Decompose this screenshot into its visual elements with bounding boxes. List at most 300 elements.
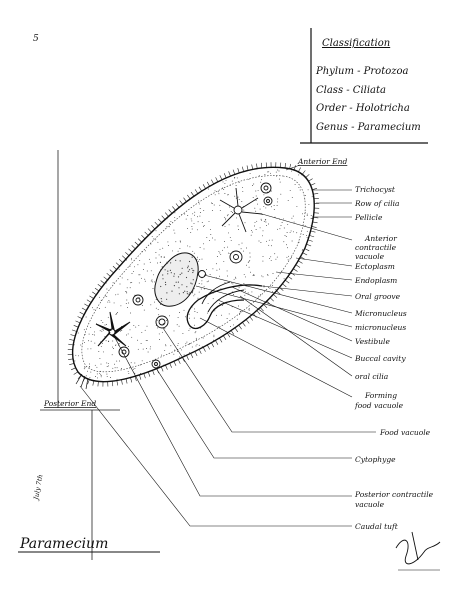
stipple-dot: [156, 258, 157, 259]
micronucleus: [199, 271, 206, 278]
macronucleus-dot: [171, 272, 172, 273]
stipple-dot: [298, 187, 299, 188]
cilium: [165, 365, 167, 370]
stipple-dot: [174, 233, 175, 234]
stipple-dot: [219, 269, 220, 270]
stipple-dot: [144, 310, 145, 311]
stipple-dot: [209, 221, 210, 222]
stipple-dot: [308, 204, 309, 205]
stipple-dot: [158, 314, 159, 315]
stipple-dot: [90, 348, 91, 349]
cilium: [233, 170, 235, 175]
stipple-dot: [130, 287, 131, 288]
macronucleus-dot: [186, 277, 187, 278]
stipple-dot: [155, 252, 156, 253]
label-forming-fv-2: food vacuole: [355, 401, 404, 410]
stipple-dot: [301, 254, 302, 255]
stipple-dot: [269, 258, 270, 259]
stipple-dot: [157, 320, 158, 321]
stipple-dot: [267, 171, 268, 172]
stipple-dot: [232, 181, 233, 182]
stipple-dot: [141, 332, 142, 333]
stipple-dot: [148, 352, 149, 353]
cilium: [161, 367, 163, 372]
stipple-dot: [108, 365, 109, 366]
stipple-dot: [290, 232, 291, 233]
stipple-dot: [214, 310, 215, 311]
stipple-dot: [287, 224, 288, 225]
stipple-dot: [304, 199, 305, 200]
stipple-dot: [236, 185, 237, 186]
macronucleus-dot: [166, 292, 167, 293]
stipple-dot: [197, 259, 198, 260]
stipple-dot: [305, 195, 306, 196]
cilium: [71, 368, 76, 370]
cilium: [216, 177, 218, 181]
stipple-dot: [207, 281, 208, 282]
stipple-dot: [224, 183, 225, 184]
stipple-dot: [103, 351, 104, 352]
stipple-dot: [106, 362, 107, 363]
stipple-dot: [170, 221, 171, 222]
stipple-dot: [174, 217, 175, 218]
stipple-dot: [155, 239, 156, 240]
stipple-dot: [227, 194, 228, 195]
stipple-dot: [206, 269, 207, 270]
anterior-contractile-vacuole: [220, 188, 262, 232]
stipple-dot: [139, 282, 140, 283]
stipple-dot: [240, 311, 241, 312]
stipple-dot: [312, 218, 313, 219]
cilium: [165, 213, 168, 217]
stipple-dot: [277, 201, 278, 202]
stipple-dot: [150, 304, 151, 305]
stipple-dot: [102, 322, 103, 323]
stipple-dot: [126, 300, 127, 301]
macronucleus-dot: [192, 290, 193, 291]
stipple-dot: [256, 221, 257, 222]
stipple-dot: [282, 222, 283, 223]
cilium: [261, 163, 262, 168]
stipple-dot: [256, 310, 257, 311]
stipple-dot: [198, 261, 199, 262]
stipple-dot: [243, 251, 244, 252]
stipple-dot: [208, 189, 209, 190]
cilium: [238, 168, 240, 173]
stipple-dot: [256, 196, 257, 197]
stipple-dot: [225, 218, 226, 219]
stipple-dot: [194, 223, 195, 224]
stipple-dot: [134, 266, 135, 267]
cilium: [153, 370, 155, 375]
stipple-dot: [153, 238, 154, 239]
stipple-dot: [198, 298, 199, 299]
stipple-dot: [238, 306, 239, 307]
label-macronucleus: micronucleus: [355, 323, 407, 332]
classification-phylum: Phylum - Protozoa: [316, 66, 409, 77]
stipple-dot: [212, 268, 213, 269]
stipple-dot: [170, 345, 171, 346]
stipple-dot: [238, 197, 239, 198]
stipple-dot: [102, 343, 103, 344]
macronucleus-dot: [162, 266, 163, 267]
stipple-dot: [200, 208, 201, 209]
stipple-dot: [198, 200, 199, 201]
stipple-dot: [94, 343, 95, 344]
stipple-dot: [268, 245, 269, 246]
cilium: [220, 175, 222, 180]
label-anterior-end: Anterior End: [298, 157, 348, 166]
stipple-dot: [184, 214, 185, 215]
stipple-dot: [110, 377, 111, 378]
cilium: [203, 347, 205, 351]
stipple-dot: [178, 251, 179, 252]
stipple-dot: [219, 205, 220, 206]
cilium: [72, 330, 77, 332]
stipple-dot: [196, 338, 197, 339]
stipple-dot: [227, 318, 228, 319]
stipple-dot: [192, 229, 193, 230]
stipple-dot: [285, 235, 286, 236]
label-oral-cilia: oral cilia: [355, 372, 389, 381]
macronucleus-dot: [162, 278, 163, 279]
stipple-dot: [274, 205, 275, 206]
cilium: [172, 207, 175, 211]
macronucleus-dot: [164, 257, 165, 258]
stipple-dot: [163, 365, 164, 366]
stipple-dot: [227, 215, 228, 216]
stipple-dot: [145, 281, 146, 282]
macronucleus-dot: [180, 274, 181, 275]
stipple-dot: [85, 334, 86, 335]
stipple-dot: [249, 260, 250, 261]
stipple-dot: [131, 282, 132, 283]
macronucleus-dot: [193, 270, 194, 271]
stipple-dot: [192, 251, 193, 252]
stipple-dot: [154, 302, 155, 303]
classification-genus: Genus - Paramecium: [316, 122, 421, 133]
cilium: [211, 343, 213, 347]
stipple-dot: [253, 184, 254, 185]
stipple-dot: [186, 219, 187, 220]
cilium: [151, 225, 154, 229]
stipple-dot: [101, 376, 102, 377]
stipple-dot: [152, 236, 153, 237]
stipple-dot: [249, 310, 250, 311]
stipple-dot: [254, 275, 255, 276]
cilium: [296, 265, 300, 268]
stipple-dot: [280, 182, 281, 183]
cilium: [101, 281, 105, 284]
stipple-dot: [194, 253, 195, 254]
stipple-dot: [84, 342, 85, 343]
page-number: 5: [33, 34, 39, 44]
cilium: [162, 216, 165, 220]
stipple-dot: [165, 345, 166, 346]
stipple-dot: [158, 309, 159, 310]
stipple-dot: [172, 250, 173, 251]
stipple-dot: [311, 215, 312, 216]
stipple-dot: [260, 209, 261, 210]
stipple-dot: [90, 372, 91, 373]
stipple-dot: [253, 197, 254, 198]
stipple-dot: [286, 244, 287, 245]
cilium: [122, 256, 126, 259]
stipple-dot: [105, 325, 106, 326]
macronucleus-dot: [179, 293, 180, 294]
stipple-dot: [105, 296, 106, 297]
stipple-dot: [94, 331, 95, 332]
stipple-dot: [187, 245, 188, 246]
cilium: [104, 277, 108, 280]
stipple-dot: [229, 207, 230, 208]
classification-class: Class - Ciliata: [316, 85, 386, 96]
macronucleus-dot: [184, 291, 185, 292]
stipple-dot: [99, 297, 100, 298]
stipple-dot: [122, 277, 123, 278]
macronucleus-dot: [188, 266, 189, 267]
stipple-dot: [177, 324, 178, 325]
macronucleus-dot: [193, 288, 194, 289]
cilium: [313, 193, 318, 194]
stipple-dot: [215, 190, 216, 191]
stipple-dot: [191, 220, 192, 221]
stipple-dot: [265, 207, 266, 208]
cilium: [135, 242, 139, 245]
stipple-dot: [156, 308, 157, 309]
stipple-dot: [243, 283, 244, 284]
stipple-dot: [128, 303, 129, 304]
leader-lines: [80, 165, 376, 526]
stipple-dot: [249, 253, 250, 254]
stipple-dot: [166, 226, 167, 227]
stipple-dot: [89, 367, 90, 368]
stipple-dot: [292, 269, 293, 270]
stipple-dot: [195, 331, 196, 332]
stipple-dot: [139, 274, 140, 275]
stipple-dot: [214, 205, 215, 206]
stipple-dot: [231, 240, 232, 241]
stipple-dot: [194, 212, 195, 213]
stipple-dot: [220, 210, 221, 211]
macronucleus-dot: [182, 268, 183, 269]
stipple-dot: [197, 344, 198, 345]
label-ectoplasm: Ectoplasm: [355, 262, 395, 271]
stipple-dot: [182, 333, 183, 334]
macronucleus-dot: [165, 284, 166, 285]
label-vestibule: Vestibule: [355, 337, 390, 346]
stipple-dot: [286, 236, 287, 237]
stipple-dot: [276, 176, 277, 177]
stipple-dot: [194, 215, 195, 216]
stipple-dot: [204, 288, 205, 289]
stipple-dot: [206, 237, 207, 238]
stipple-dot: [312, 196, 313, 197]
stipple-dot: [173, 230, 174, 231]
stipple-dot: [112, 368, 113, 369]
cilium: [242, 167, 243, 172]
stipple-dot: [223, 189, 224, 190]
cilium: [285, 163, 286, 168]
label-posterior-end: Posterior End: [44, 399, 97, 408]
stipple-dot: [145, 330, 146, 331]
cilium: [76, 321, 81, 323]
stipple-dot: [164, 350, 165, 351]
cilium: [264, 304, 267, 308]
cilium: [219, 338, 222, 342]
cilium: [141, 235, 145, 239]
stipple-dot: [296, 232, 297, 233]
stipple-dot: [260, 242, 261, 243]
stipple-dot: [196, 339, 197, 340]
stipple-dot: [138, 349, 139, 350]
label-buccal-cavity: Buccal cavity: [355, 354, 406, 363]
stipple-dot: [199, 292, 200, 293]
label-anterior-cv-2: contractile: [355, 243, 397, 252]
macronucleus-dot: [167, 271, 168, 272]
cilium: [129, 249, 133, 252]
stipple-dot: [232, 212, 233, 213]
stipple-dot: [159, 254, 160, 255]
stipple-dot: [216, 263, 217, 264]
stipple-dot: [292, 241, 293, 242]
stipple-dot: [118, 294, 119, 295]
stipple-dot: [292, 197, 293, 198]
stipple-dot: [291, 171, 292, 172]
stipple-dot: [87, 371, 88, 372]
stipple-dot: [303, 234, 304, 235]
stipple-dot: [231, 211, 232, 212]
stipple-dot: [226, 180, 227, 181]
stipple-dot: [116, 313, 117, 314]
stipple-dot: [294, 222, 295, 223]
stipple-dot: [284, 228, 285, 229]
stipple-dot: [98, 351, 99, 352]
macronucleus-dot: [165, 282, 166, 283]
macronucleus-dot: [165, 269, 166, 270]
stipple-dot: [202, 222, 203, 223]
macronucleus-dot: [170, 270, 171, 271]
stipple-dot: [260, 182, 261, 183]
stipple-dot: [245, 291, 246, 292]
stipple-dot: [242, 187, 243, 188]
stipple-dot: [97, 373, 98, 374]
stipple-dot: [252, 232, 253, 233]
label-anterior-cv-1: Anterior: [365, 234, 397, 243]
stipple-dot: [101, 320, 102, 321]
stipple-dot: [126, 335, 127, 336]
cilium: [69, 339, 74, 340]
macronucleus-dot: [161, 256, 162, 257]
stipple-dot: [108, 279, 109, 280]
anterior-food-vacuoles: [261, 183, 272, 205]
stipple-dot: [218, 193, 219, 194]
stipple-dot: [128, 373, 129, 374]
stipple-dot: [212, 210, 213, 211]
stipple-dot: [259, 241, 260, 242]
macronucleus-dot: [174, 285, 175, 286]
label-pellicle: Pellicle: [355, 213, 383, 222]
stipple-dot: [153, 274, 154, 275]
cilium: [74, 325, 79, 327]
stipple-dot: [138, 325, 139, 326]
macronucleus-dot: [160, 286, 161, 287]
cilium: [211, 180, 213, 184]
cilium: [223, 336, 226, 340]
stipple-dot: [266, 225, 267, 226]
cilium: [95, 288, 99, 291]
stipple-dot: [258, 296, 259, 297]
stipple-dot: [86, 375, 87, 376]
stipple-dot: [277, 229, 278, 230]
cilium: [145, 232, 149, 236]
stipple-dot: [255, 191, 256, 192]
signature-mark: [396, 532, 440, 570]
stipple-dot: [207, 188, 208, 189]
stipple-dot: [94, 335, 95, 336]
stipple-dot: [103, 330, 104, 331]
stipple-dot: [92, 334, 93, 335]
stipple-dot: [252, 185, 253, 186]
stipple-dot: [147, 340, 148, 341]
stipple-dot: [277, 170, 278, 171]
stipple-dot: [272, 285, 273, 286]
stipple-dot: [113, 282, 114, 283]
stipple-dot: [191, 218, 192, 219]
macronucleus-dot: [181, 273, 182, 274]
macronucleus-dot: [187, 267, 188, 268]
stipple-dot: [283, 241, 284, 242]
stipple-dot: [274, 253, 275, 254]
stipple-dot: [87, 348, 88, 349]
stipple-dot: [126, 303, 127, 304]
macronucleus-dot: [189, 269, 190, 270]
stipple-dot: [219, 252, 220, 253]
stipple-dot: [209, 240, 210, 241]
stipple-dot: [313, 201, 314, 202]
stipple-dot: [129, 266, 130, 267]
stipple-dot: [199, 345, 200, 346]
macronucleus-dot: [188, 294, 189, 295]
stipple-dot: [135, 327, 136, 328]
stipple-dot: [143, 349, 144, 350]
stipple-dot: [112, 354, 113, 355]
stipple-dot: [189, 246, 190, 247]
stipple-dot: [150, 262, 151, 263]
stipple-dot: [140, 364, 141, 365]
cilium: [288, 276, 292, 279]
stipple-dot: [112, 347, 113, 348]
stipple-dot: [100, 374, 101, 375]
stipple-dot: [189, 344, 190, 345]
label-forming-fv-1: Forming: [365, 391, 398, 400]
stipple-dot: [203, 338, 204, 339]
stipple-dot: [119, 269, 120, 270]
stipple-dot: [269, 288, 270, 289]
stipple-dot: [256, 229, 257, 230]
stipple-dot: [210, 274, 211, 275]
stipple-dot: [288, 200, 289, 201]
stipple-dot: [128, 371, 129, 372]
cilium: [314, 198, 319, 199]
stipple-dot: [239, 244, 240, 245]
stipple-dot: [165, 344, 166, 345]
stipple-dot: [263, 194, 264, 195]
stipple-dot: [279, 228, 280, 229]
stipple-dot: [203, 243, 204, 244]
stipple-dot: [96, 367, 97, 368]
stipple-dot: [265, 219, 266, 220]
